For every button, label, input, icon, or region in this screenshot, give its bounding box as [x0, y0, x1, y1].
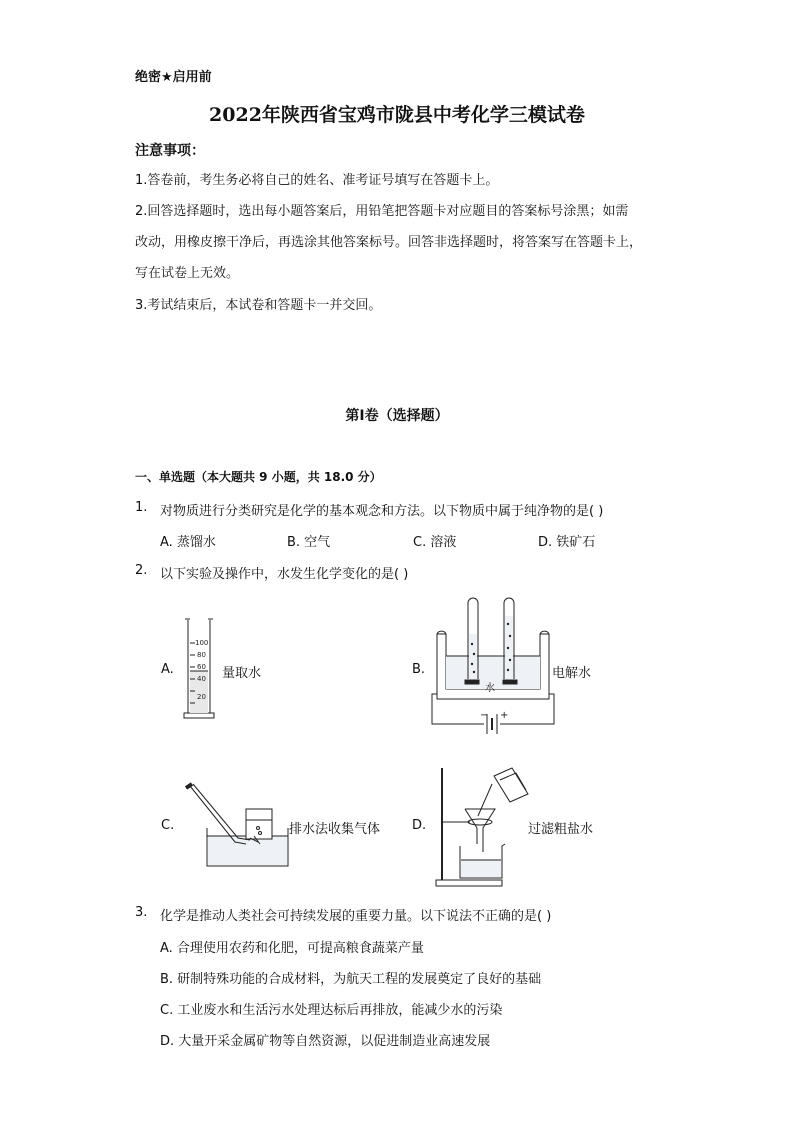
- figure-b-letter: B.: [412, 662, 426, 677]
- figure-d-label: 过滤粗盐水: [528, 822, 594, 837]
- figure-a-letter: A.: [161, 662, 174, 677]
- question-text: 对物质进行分类研究是化学的基本观念和方法。以下物质中属于纯净物的是( ): [160, 504, 604, 519]
- notice-heading: 注意事项：: [135, 143, 205, 159]
- confidential-mark: 绝密★启用前: [135, 70, 212, 85]
- figure-b-label: 电解水: [552, 666, 592, 681]
- minus-sign: −: [480, 710, 489, 721]
- option-d: D. 大量开采金属矿物等自然资源，以促进制造业高速发展: [160, 1034, 491, 1049]
- question-number: 2.: [135, 563, 148, 578]
- electrolysis-figure: [432, 594, 557, 746]
- question-text: 以下实验及操作中，水发生化学变化的是( ): [160, 567, 409, 582]
- question-number: 1.: [135, 500, 148, 515]
- graduated-cylinder-figure: [180, 615, 220, 720]
- figure-c-letter: C.: [161, 818, 175, 833]
- gas-collection-figure: [180, 778, 292, 870]
- option-c: C. 溶液: [413, 535, 457, 550]
- plus-sign: +: [500, 710, 509, 721]
- question-number: 3.: [135, 905, 148, 920]
- option-d: D. 铁矿石: [538, 535, 596, 550]
- filtration-figure: [432, 764, 532, 888]
- option-b: B. 研制特殊功能的合成材料，为航天工程的发展奠定了良好的基础: [160, 972, 542, 987]
- option-c: C. 工业废水和生活污水处理达标后再排放，能减少水的污染: [160, 1003, 503, 1018]
- tick-label: 100: [195, 639, 209, 647]
- figure-d-letter: D.: [412, 818, 427, 833]
- tick-label: 60: [197, 663, 206, 671]
- notice-item: 3.考试结束后，本试卷和答题卡一并交回。: [135, 298, 382, 313]
- page-title: 2022年陕西省宝鸡市陇县中考化学三模试卷: [209, 104, 585, 126]
- option-a: A. 蒸馏水: [160, 535, 216, 550]
- notice-item: 写在试卷上无效。: [135, 266, 240, 281]
- water-label: 水: [485, 683, 495, 694]
- tick-label: 80: [197, 651, 206, 659]
- figure-c-label: 排水法收集气体: [289, 822, 381, 837]
- notice-item: 2.回答选择题时，选出每小题答案后，用铅笔把答题卡对应题目的答案标号涂黑；如需: [135, 204, 629, 219]
- option-a: A. 合理使用农药和化肥，可提高粮食蔬菜产量: [160, 941, 424, 956]
- part-title: 第Ⅰ卷（选择题）: [345, 408, 449, 424]
- notice-item: 改动，用橡皮擦干净后，再选涂其他答案标号。回答非选择题时，将答案写在答题卡上，: [135, 235, 643, 250]
- tick-label: 20: [197, 693, 206, 701]
- notice-item: 1.答卷前，考生务必将自己的姓名、准考证号填写在答题卡上。: [135, 173, 499, 188]
- option-b: B. 空气: [287, 535, 331, 550]
- tick-label: 40: [197, 675, 206, 683]
- question-text: 化学是推动人类社会可持续发展的重要力量。以下说法不正确的是( ): [160, 909, 552, 924]
- section-title: 一、单选题（本大题共 9 小题，共 18.0 分）: [135, 470, 382, 484]
- figure-a-label: 量取水: [222, 666, 262, 681]
